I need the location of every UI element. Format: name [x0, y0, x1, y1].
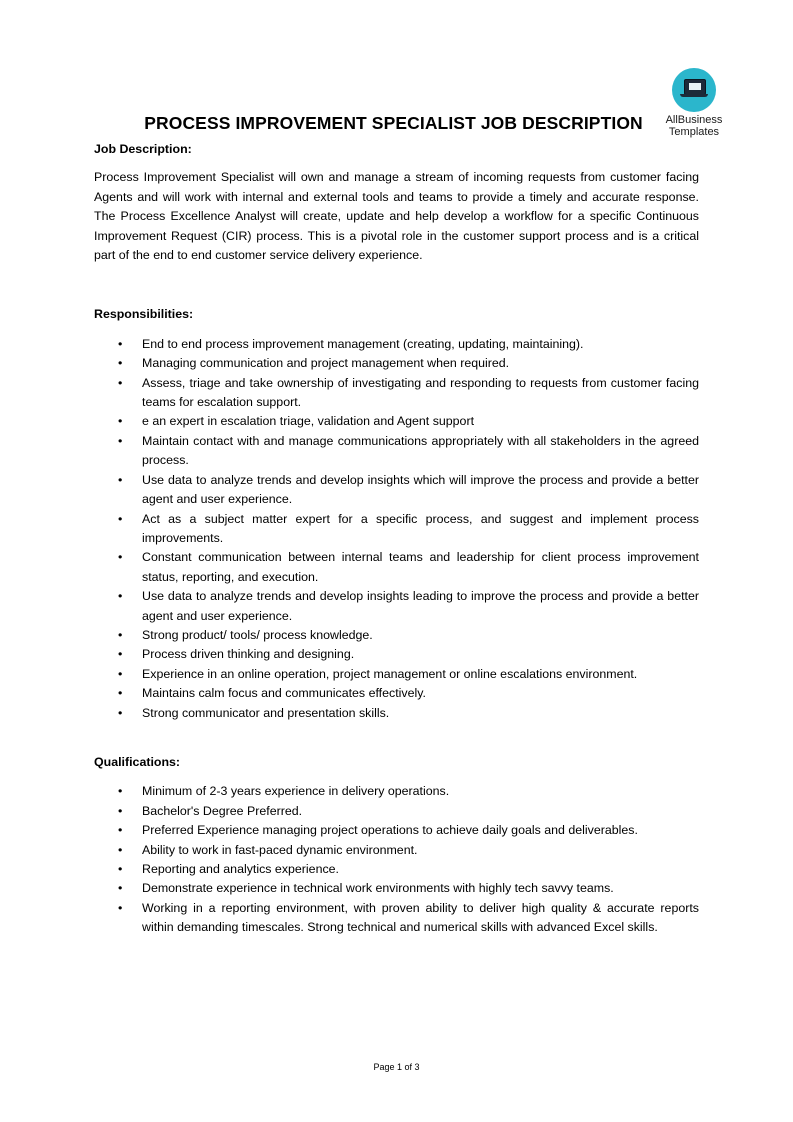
- list-item-text: Bachelor's Degree Preferred.: [142, 803, 303, 818]
- responsibilities-list-item: [94, 626, 699, 645]
- list-item-text: Reporting and analytics experience.: [142, 862, 339, 876]
- responsibilities-list-item: [94, 374, 699, 413]
- bullet-icon: •: [118, 589, 123, 604]
- bullet-icon: •: [118, 472, 123, 487]
- logo-line-2: Templates: [668, 126, 720, 138]
- bullet-icon: •: [118, 647, 123, 662]
- responsibilities-list-item: [94, 412, 699, 431]
- job-description-heading: Job Description:: [94, 142, 192, 156]
- list-item-text: Minimum of 2-3 years experience in delivery operations.: [142, 784, 450, 799]
- logo-line-1: AllBusiness: [665, 114, 723, 126]
- list-item-text: End to end process improvement management (creating, updating, maintaining).: [142, 336, 584, 351]
- bullet-icon: •: [118, 900, 123, 915]
- list-item-text: Demonstrate experience in technical work environments with highly tech savvy teams.: [142, 881, 614, 896]
- list-item-text: Strong communicator and presentation skills.: [142, 705, 390, 720]
- responsibilities-list-item: [94, 587, 699, 626]
- list-item-text: Maintains calm focus and communicates effectively.: [142, 686, 426, 701]
- list-item-text: Strong product/ tools/ process knowledge.: [142, 627, 373, 642]
- bullet-icon: •: [118, 823, 123, 838]
- list-item-text: Use data to analyze trends and develop insights which will improve the process and provide a better agent and user experience.: [142, 472, 699, 507]
- bullet-icon: •: [118, 627, 123, 642]
- qualifications-list-item: [94, 879, 699, 898]
- list-item-text: e an expert in escalation triage, validation and Agent support: [142, 414, 475, 429]
- bullet-icon: •: [118, 686, 123, 701]
- list-item-text: Ability to work in fast-paced dynamic environment.: [142, 842, 418, 857]
- bullet-icon: •: [118, 356, 123, 371]
- responsibilities-list-item: [94, 510, 699, 549]
- bullet-icon: •: [118, 803, 123, 818]
- bullet-icon: •: [118, 666, 123, 681]
- responsibilities-list-item: [94, 548, 699, 587]
- responsibilities-list-item: [94, 471, 699, 510]
- list-item-text: Assess, triage and take ownership of investigating and responding to requests from customer facing teams for escalation support.: [142, 375, 699, 410]
- responsibilities-list-item: [94, 432, 699, 471]
- qualifications-list-item: [94, 899, 699, 938]
- responsibilities-list-item: [94, 354, 699, 373]
- list-item-text: Preferred Experience managing project operations to achieve daily goals and deliverables.: [142, 823, 638, 838]
- responsibilities-list-item: [94, 665, 699, 684]
- bullet-icon: •: [118, 842, 123, 857]
- responsibilities-list: [94, 335, 699, 723]
- list-item-text: Managing communication and project management when required.: [142, 356, 510, 371]
- qualifications-list: [94, 782, 699, 937]
- job-description-paragraph: Process Improvement Specialist will own and manage a stream of incoming requests from customer facing Agents and will work with internal and external tools and teams to provide a timely and accurate response. The Process Excellence Analyst will create, update and help develop a workflow for a specific Continuous Improvement Request (CIR) process. This is a pivotal role in the customer support process and is a critical part of the end to end customer service delivery experience.: [94, 170, 699, 263]
- list-item-text: Constant communication between internal teams and leadership for client process improvement status, reporting, and execution.: [142, 550, 699, 584]
- qualifications-heading: Qualifications:: [94, 754, 181, 769]
- responsibilities-list-item: [94, 335, 699, 354]
- list-item-text: Process driven thinking and designing.: [142, 647, 355, 662]
- bullet-icon: •: [118, 375, 123, 390]
- list-item-text: Working in a reporting environment, with proven ability to deliver high quality & accurate reports within demanding timescales. Strong technical and numerical skills with advanced Excel skills.: [142, 900, 699, 935]
- laptop-icon: [672, 68, 716, 112]
- bullet-icon: •: [118, 511, 123, 526]
- list-item-text: Use data to analyze trends and develop insights leading to improve the process and provide a better agent and user experience.: [142, 589, 699, 623]
- bullet-icon: •: [118, 862, 123, 876]
- bullet-icon: •: [118, 414, 123, 429]
- qualifications-list-item: [94, 782, 699, 801]
- bullet-icon: •: [118, 550, 123, 565]
- bullet-icon: •: [118, 784, 123, 799]
- list-item-text: Maintain contact with and manage communications appropriately with all stakeholders in the agreed process.: [142, 433, 699, 468]
- qualifications-list-item: [94, 841, 699, 860]
- list-item-text: Experience in an online operation, project management or online escalations environment.: [142, 666, 638, 681]
- qualifications-list-item: [94, 860, 699, 879]
- bullet-icon: •: [118, 336, 123, 351]
- responsibilities-list-item: [94, 684, 699, 703]
- qualifications-list-item: [94, 821, 699, 840]
- document-body: [94, 140, 699, 938]
- bullet-icon: •: [118, 705, 123, 720]
- responsibilities-list-item: [94, 704, 699, 723]
- qualifications-list-item: [94, 802, 699, 821]
- page-number-footer: Page 1 of 3: [373, 1062, 420, 1072]
- bullet-icon: •: [118, 433, 123, 448]
- responsibilities-heading: Responsibilities:: [94, 307, 194, 322]
- document-title: PROCESS IMPROVEMENT SPECIALIST JOB DESCRIPTION: [144, 113, 643, 133]
- list-item-text: Act as a subject matter expert for a specific process, and suggest and implement process improvements.: [142, 511, 699, 545]
- bullet-icon: •: [118, 881, 123, 896]
- responsibilities-list-item: [94, 645, 699, 664]
